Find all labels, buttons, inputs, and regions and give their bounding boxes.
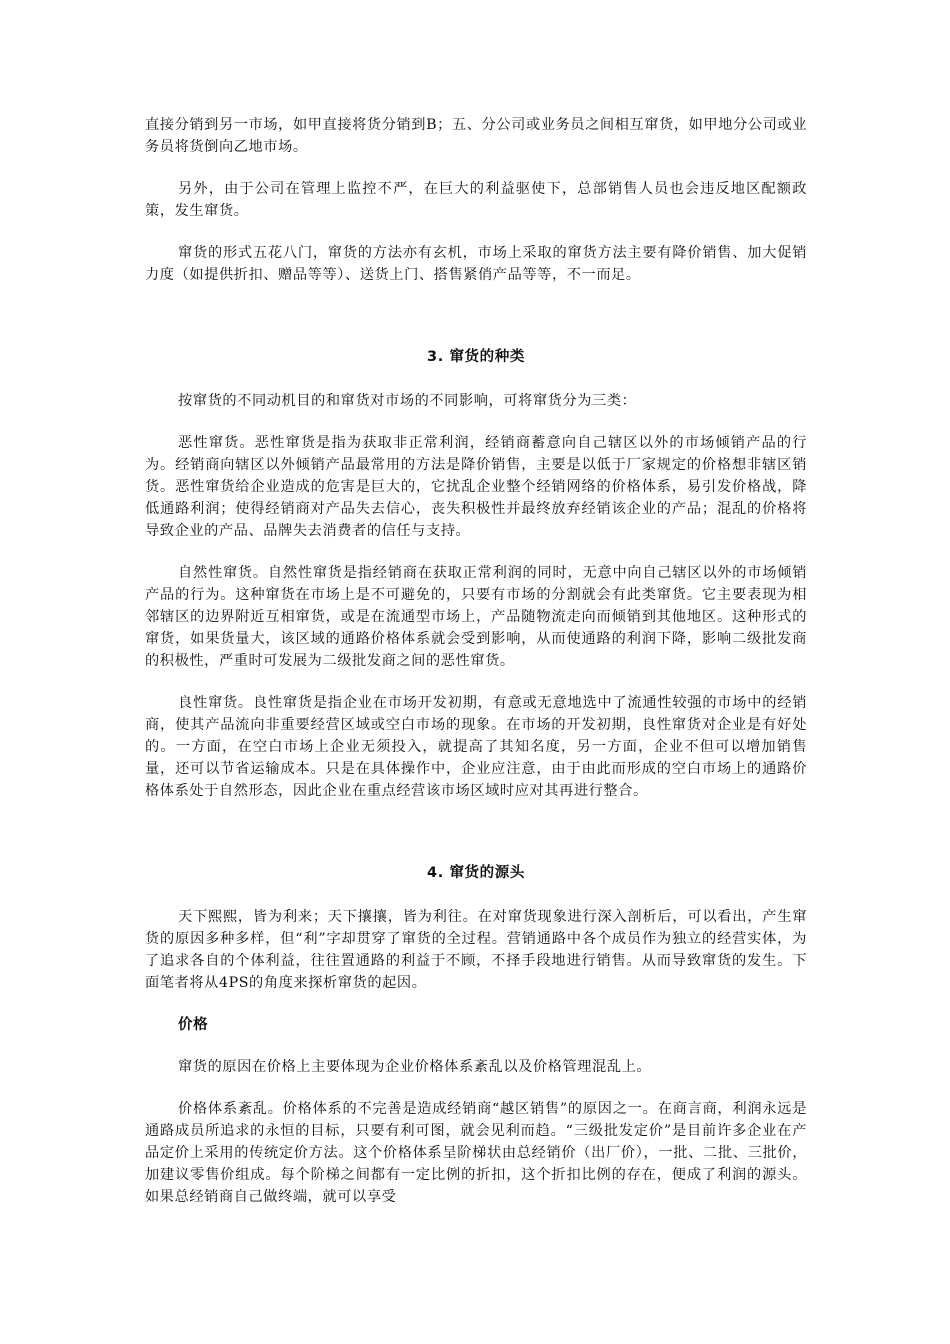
section-4-intro-paragraph: 天下熙熙，皆为利来；天下攘攘，皆为利往。在对窜货现象进行深入剖析后，可以看出，产生窜货的原因多种多样，但“利”字却贯穿了窜货的全过程。营销通路中各个成员作为独立的经营实体，为了追求各自的个体利益，往往置通路的利益于不顾，不择手段地进行销售。从而导致窜货的发生。下面笔者将从4PS的角度来探析窜货的起因。 <box>145 909 807 991</box>
intro-paragraph-2: 另外，由于公司在管理上监控不严，在巨大的利益驱使下，总部销售人员也会违反地区配额政策，发生窜货。 <box>145 181 807 219</box>
section-3-paragraph-4: 良性窜货。良性窜货是指企业在市场开发初期，有意或无意地选中了流通性较强的市场中的经销商，使其产品流向非重要经营区域或空白市场的现象。在市场的开发初期，良性窜货对企业是有好处的。一方面，在空白市场上企业无须投入，就提高了其知名度，另一方面，企业不但可以增加销售量，还可以节省运输成本。只是在具体操作中，企业应注意，由于由此而形成的空白市场上的通路价格体系处于自然形态，因此企业在重点经营该市场区域时应对其再进行整合。 <box>145 695 807 799</box>
section-3-paragraph-2: 恶性窜货。恶性窜货是指为获取非正常利润，经销商蓄意向自己辖区以外的市场倾销产品的行为。经销商向辖区以外倾销产品最常用的方法是降价销售，主要是以低于厂家规定的价格想非辖区销货。恶性窜货给企业造成的危害是巨大的，它扰乱企业整个经销网络的价格体系，易引发价格战，降低通路利润；使得经销商对产品失去信心，丧失积极性并最终放弃经销该企业的产品；混乱的价格将导致企业的产品、品牌失去消费者的信任与支持。 <box>145 435 807 539</box>
section-4-subheading-price: 价格 <box>178 1017 209 1033</box>
section-4-paragraph-1: 窜货的原因在价格上主要体现为企业价格体系紊乱以及价格管理混乱上。 <box>178 1059 652 1075</box>
section-3-paragraph-1: 按窜货的不同动机目的和窜货对市场的不同影响，可将窜货分为三类： <box>178 393 637 409</box>
intro-paragraph-3: 窜货的形式五花八门，窜货的方法亦有玄机，市场上采取的窜货方法主要有降价销售、加大促销力度（如提供折扣、赠品等等）、送货上门、搭售紧俏产品等等，不一而足。 <box>145 245 807 283</box>
document-body <box>145 114 807 1228</box>
intro-paragraph-1: 直接分销到另一市场，如甲直接将货分销到B；五、分公司或业务员之间相互窜货，如甲地分公司或业务员将货倒向乙地市场。 <box>145 117 807 155</box>
section-3-paragraph-3: 自然性窜货。自然性窜货是指经销商在获取正常利润的同时，无意中向自己辖区以外的市场倾销产品的行为。这种窜货在市场上是不可避免的，只要有市场的分割就会有此类窜货。它主要表现为相邻辖区的边界附近互相窜货，或是在流通型市场上，产品随物流走向而倾销到其他地区。这种形式的窜货，如果货量大，该区域的通路价格体系就会受到影响，从而使通路的利润下降，影响二级批发商的积极性，严重时可发展为二级批发商之间的恶性窜货。 <box>145 565 807 669</box>
section-3-heading: 3. 窜货的种类 <box>427 349 525 365</box>
section-4-heading: 4. 窜货的源头 <box>427 865 525 881</box>
section-4-paragraph-2: 价格体系紊乱。价格体系的不完善是造成经销商“越区销售”的原因之一。在商言商，利润永远是通路成员所追求的永恒的目标，只要有利可图，就会见利而趋。“三级批发定价”是目前许多企业在产品定价上采用的传统定价方法。这个价格体系呈阶梯状由总经销价（出厂价），一批、二批、三批价，加建议零售价组成。每个阶梯之间都有一定比例的折扣，这个折扣比例的存在，便成了利润的源头。如果总经销商自己做终端，就可以享受 <box>145 1101 807 1205</box>
